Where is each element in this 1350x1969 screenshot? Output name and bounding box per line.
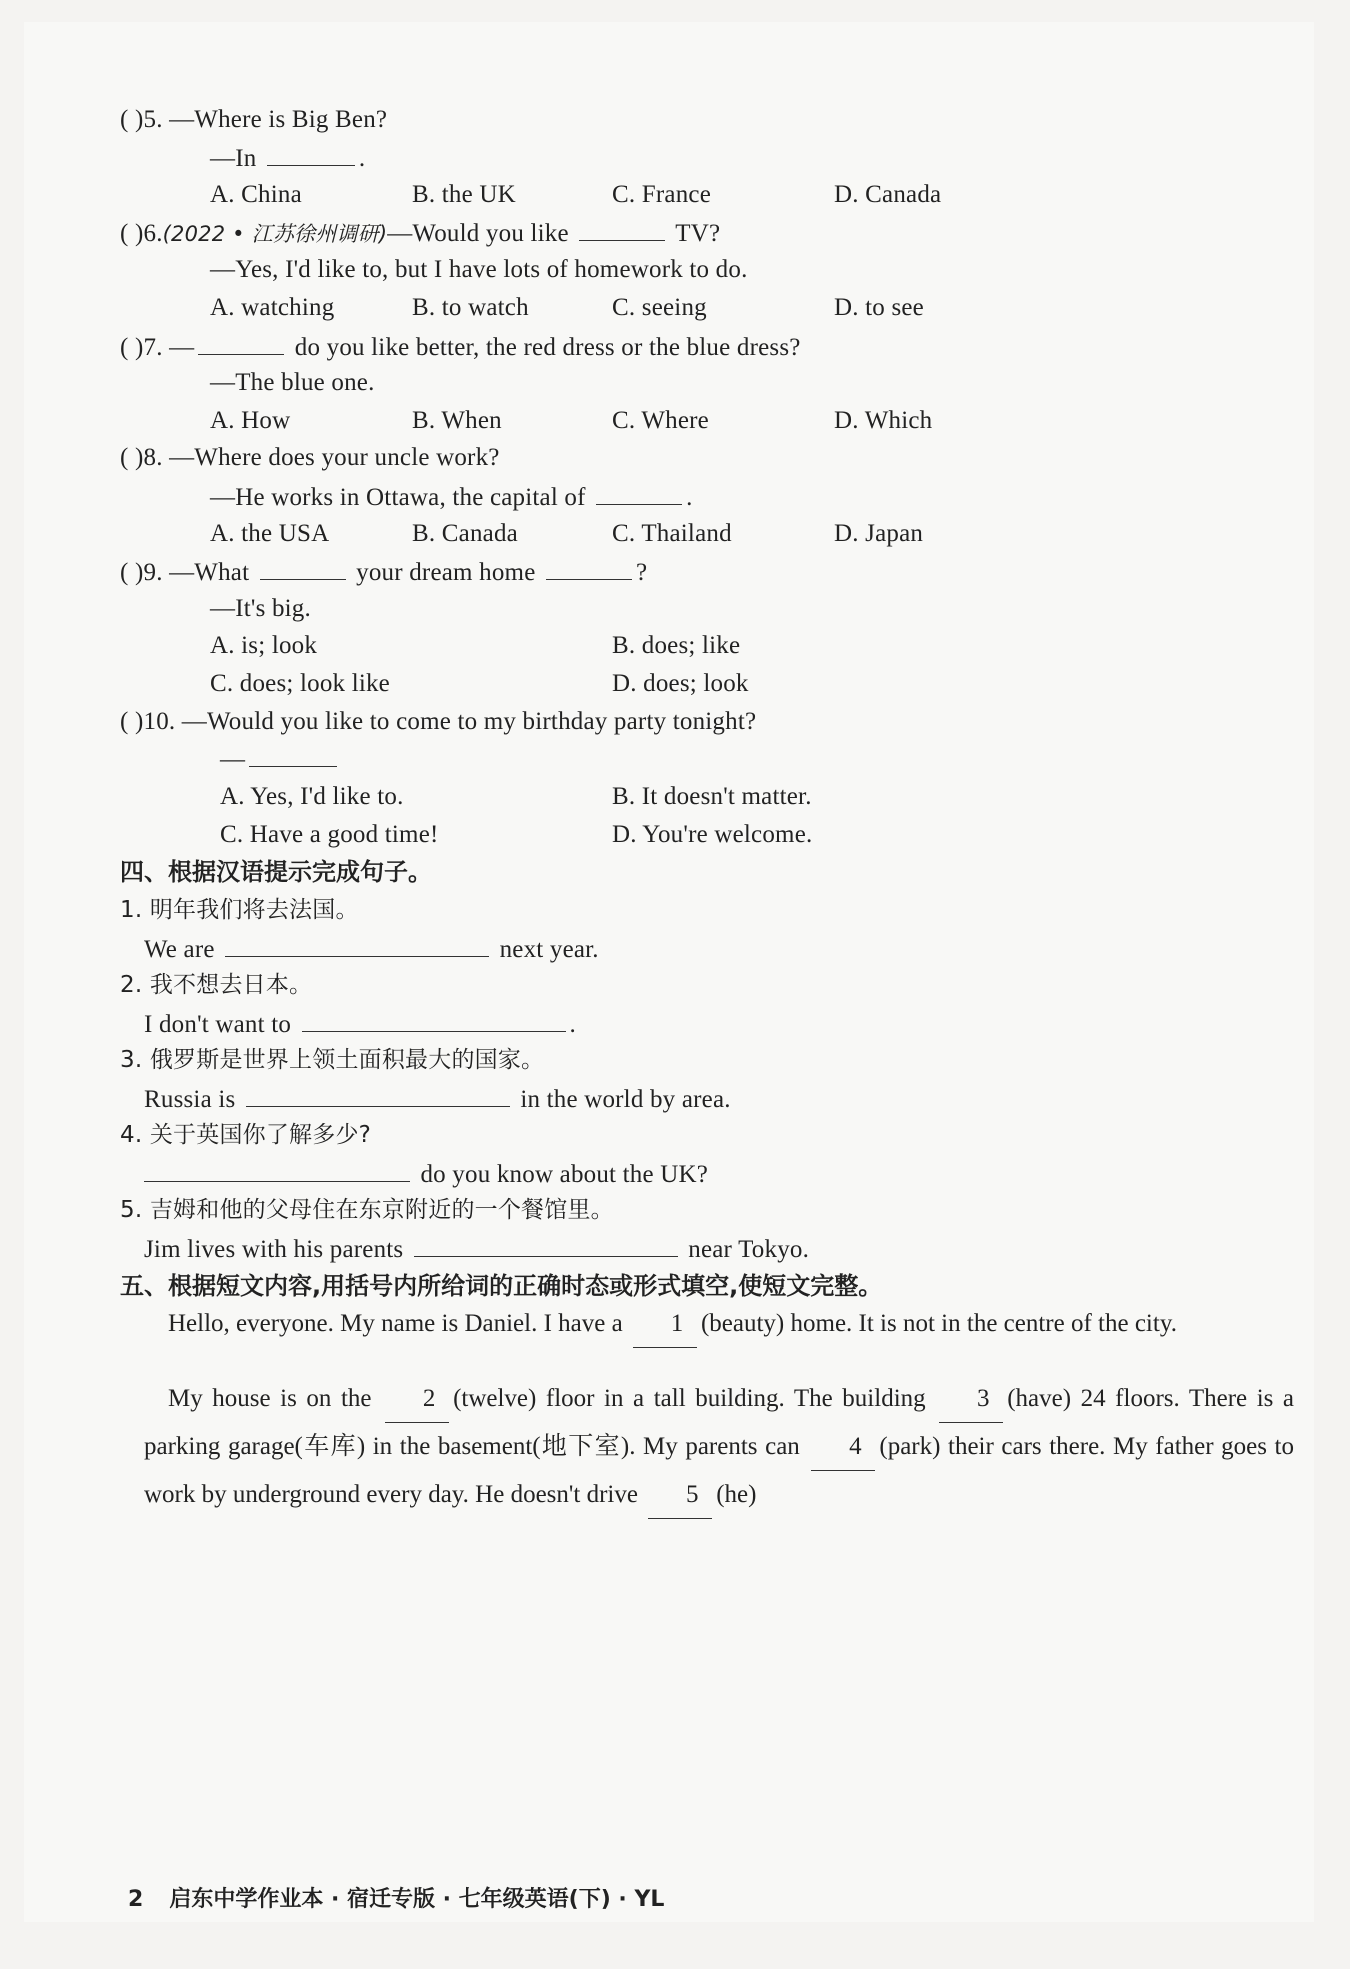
- question-9-number: ( )9. —What: [120, 559, 250, 586]
- answer-suffix: .: [686, 484, 693, 511]
- option-d: D. Which: [834, 407, 933, 434]
- section-5-title: 五、根据短文内容,用括号内所给词的正确时态或形式填空,使短文完整。: [120, 1272, 883, 1300]
- question-10-answer-line: [220, 742, 341, 776]
- answer-blank[interactable]: [267, 141, 355, 166]
- passage-text: (he): [716, 1481, 757, 1508]
- passage-paragraph-2: [144, 1375, 1294, 1519]
- question-8-answer-line: [210, 480, 693, 514]
- answer-blank[interactable]: [198, 330, 284, 355]
- answer-prefix: —He works in Ottawa, the capital of: [210, 484, 586, 511]
- answer-blank[interactable]: [302, 1007, 566, 1032]
- passage-blank-3[interactable]: 3: [939, 1375, 1003, 1423]
- answer-blank[interactable]: [414, 1232, 678, 1257]
- option-a: A. China: [210, 181, 302, 208]
- option-a: A. the USA: [210, 520, 330, 547]
- sentence-prefix: Jim lives with his parents: [144, 1236, 404, 1263]
- passage-text: (twelve) floor in a tall building. The building: [453, 1385, 926, 1412]
- sentence-suffix: near Tokyo.: [688, 1236, 810, 1263]
- passage-blank-5[interactable]: 5: [648, 1471, 712, 1519]
- question-9-suffix: ?: [635, 559, 648, 586]
- option-b: B. It doesn't matter.: [612, 783, 812, 810]
- sentence-suffix: do you know about the UK?: [420, 1161, 709, 1188]
- s4-item-4-english: [140, 1157, 708, 1191]
- option-a: A. How: [210, 407, 291, 434]
- option-d: D. Canada: [834, 181, 942, 208]
- s4-item-2-english: [144, 1007, 576, 1041]
- sentence-suffix: next year.: [499, 936, 599, 963]
- option-b: B. to watch: [412, 294, 529, 321]
- question-6-number: ( )6.: [120, 220, 163, 247]
- s4-item-5-chinese: 5. 吉姆和他的父母住在东京附近的一个餐馆里。: [120, 1197, 614, 1223]
- answer-blank[interactable]: [579, 216, 665, 241]
- answer-blank[interactable]: [246, 1082, 510, 1107]
- sentence-suffix: .: [569, 1011, 576, 1038]
- question-5-stem: [120, 104, 387, 136]
- s4-item-1-english: [144, 932, 599, 966]
- question-source-tag: (2022 • 江苏徐州调研): [162, 222, 388, 246]
- passage-blank-2[interactable]: 2: [385, 1375, 449, 1423]
- option-a: A. watching: [210, 294, 335, 321]
- passage-text: My house is on the: [168, 1385, 372, 1412]
- answer-suffix: .: [358, 145, 366, 172]
- passage-text: (have) 24 floors. There is a parking garage(车库) in the basement(地下室). My parents can: [144, 1385, 1295, 1460]
- question-10-stem: ( )10. —Would you like to come to my birthday party tonight?: [120, 708, 757, 735]
- question-8-stem: ( )8. —Where does your uncle work?: [120, 444, 500, 471]
- passage-text: (park) their cars there. My father goes to work by underground every day. He doesn't drive: [144, 1433, 1295, 1508]
- answer-blank-2[interactable]: [546, 555, 632, 580]
- passage-blank-4[interactable]: 4: [811, 1423, 875, 1471]
- answer-blank[interactable]: [225, 932, 489, 957]
- question-6-text: —Would you like: [387, 220, 569, 247]
- option-a: A. is; look: [210, 632, 318, 659]
- answer-prefix: —In: [210, 145, 257, 172]
- question-7-text: do you like better, the red dress or the blue dress?: [294, 334, 801, 361]
- option-c: C. does; look like: [210, 670, 390, 697]
- answer-blank[interactable]: [249, 742, 337, 767]
- question-7-stem: [120, 330, 801, 364]
- section-4-title: 四、根据汉语提示完成句子。: [120, 858, 432, 886]
- question-9-answer-line: —It's big.: [210, 595, 311, 622]
- footer-text: 启东中学作业本 · 宿迁专版 · 七年级英语(下) · YL: [169, 1887, 665, 1912]
- page-footer: [128, 1882, 664, 1913]
- option-a: A. Yes, I'd like to.: [220, 783, 404, 810]
- option-b: B. the UK: [412, 181, 516, 208]
- sentence-prefix: I don't want to: [144, 1011, 292, 1038]
- question-9-stem: [120, 555, 647, 589]
- workbook-page: [24, 22, 1314, 1922]
- answer-blank[interactable]: [144, 1157, 410, 1182]
- sentence-suffix: in the world by area.: [520, 1086, 731, 1113]
- sentence-prefix: Russia is: [144, 1086, 236, 1113]
- question-7-answer-line: —The blue one.: [210, 369, 375, 396]
- page-number: 2: [128, 1887, 144, 1912]
- s4-item-2-chinese: 2. 我不想去日本。: [120, 972, 313, 998]
- answer-prefix: —: [220, 746, 246, 773]
- question-5-text: ( )5. —Where is Big Ben?: [120, 106, 388, 133]
- passage-text: (beauty) home. It is not in the centre of the city.: [700, 1310, 1177, 1337]
- sentence-prefix: We are: [144, 936, 215, 963]
- question-7-number: ( )7. —: [120, 334, 195, 361]
- option-c: C. seeing: [612, 294, 707, 321]
- question-6-answer-line: —Yes, I'd like to, but I have lots of homework to do.: [210, 256, 748, 283]
- option-c: C. Thailand: [612, 520, 732, 547]
- s4-item-5-english: [144, 1232, 809, 1266]
- question-5-answer-line: [210, 141, 365, 175]
- option-d: D. You're welcome.: [612, 821, 813, 848]
- s4-item-3-english: [144, 1082, 731, 1116]
- s4-item-4-chinese: 4. 关于英国你了解多少?: [120, 1122, 372, 1148]
- option-d: D. to see: [834, 294, 924, 321]
- passage-blank-1[interactable]: 1: [633, 1300, 697, 1348]
- option-d: D. does; look: [612, 670, 749, 697]
- option-c: C. France: [612, 181, 711, 208]
- option-b: B. Canada: [412, 520, 518, 547]
- passage-paragraph-1: [144, 1300, 1294, 1348]
- option-c: C. Have a good time!: [220, 821, 439, 848]
- question-6-suffix: TV?: [675, 220, 721, 247]
- s4-item-1-chinese: 1. 明年我们将去法国。: [120, 897, 359, 923]
- option-b: B. When: [412, 407, 502, 434]
- answer-blank-1[interactable]: [260, 555, 346, 580]
- option-b: B. does; like: [612, 632, 741, 659]
- option-c: C. Where: [612, 407, 709, 434]
- s4-item-3-chinese: 3. 俄罗斯是世界上领土面积最大的国家。: [120, 1047, 545, 1073]
- question-6-stem: [120, 216, 720, 250]
- option-d: D. Japan: [834, 520, 924, 547]
- passage-text: Hello, everyone. My name is Daniel. I have a: [168, 1310, 623, 1337]
- answer-blank[interactable]: [596, 480, 682, 505]
- question-9-text: your dream home: [356, 559, 536, 586]
